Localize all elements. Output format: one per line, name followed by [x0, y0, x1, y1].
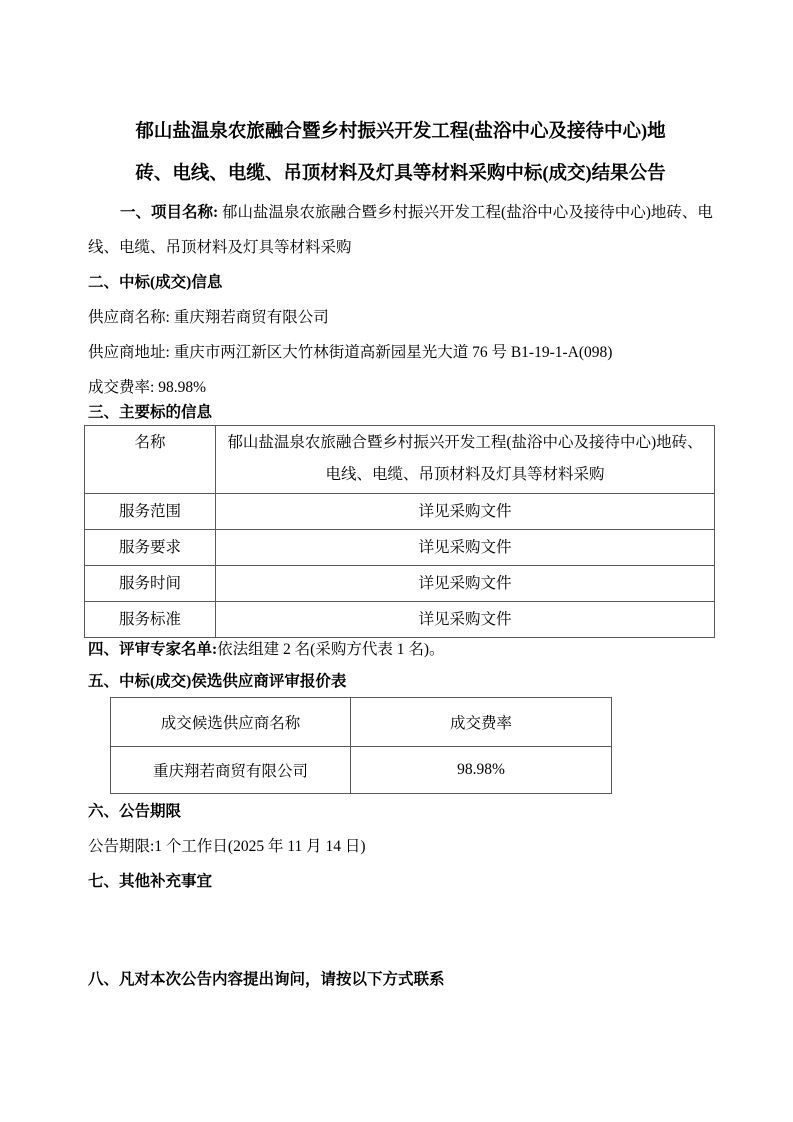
supplier-name-line — [88, 300, 713, 335]
project-name-label: 一、项目名称: — [120, 204, 223, 221]
page-title-line1: 郁山盐温泉农旅融合暨乡村振兴开发工程(盐浴中心及接待中心)地 — [135, 122, 666, 142]
candidate-name-header-cell: 成交候选供应商名称 — [111, 698, 351, 747]
deal-rate-value: 98.98% — [158, 379, 206, 396]
supplier-name-label: 供应商名称: — [88, 309, 174, 326]
page-title-line2: 砖、电线、电缆、吊顶材料及灯具等材料采购中标(成交)结果公告 — [135, 164, 666, 184]
main-subject-table — [84, 425, 715, 638]
service-scope-value-cell: 详见采购文件 — [216, 494, 715, 530]
notice-period-line: 公告期限:1 个工作日(2025 年 11 月 14 日) — [88, 838, 366, 855]
service-time-value-cell: 详见采购文件 — [216, 566, 715, 602]
expert-list-label: 四、评审专家名单: — [88, 641, 218, 658]
table-row — [111, 747, 612, 794]
service-standard-value-cell: 详见采购文件 — [216, 602, 715, 638]
service-time-label-cell: 服务时间 — [85, 566, 216, 602]
deal-rate-header-cell: 成交费率 — [351, 698, 612, 747]
expert-list-line — [88, 632, 713, 667]
table-row — [85, 426, 715, 494]
service-requirement-value-cell: 详见采购文件 — [216, 530, 715, 566]
section-heading-contact: 八、凡对本次公告内容提出询问，请按以下方式联系 — [88, 971, 445, 988]
section-heading-main-subject: 三、主要标的信息 — [88, 404, 213, 421]
candidate-rate-cell: 98.98% — [351, 747, 612, 794]
section-heading-candidate-quote: 五、中标(成交)侯选供应商评审报价表 — [88, 673, 347, 690]
service-scope-label-cell: 服务范围 — [85, 494, 216, 530]
service-requirement-label-cell: 服务要求 — [85, 530, 216, 566]
service-standard-label-cell: 服务标准 — [85, 602, 216, 638]
table-row — [85, 494, 715, 530]
supplier-address-value: 重庆市两江新区大竹林街道高新园星光大道 76 号 B1-19-1-A(098) — [173, 344, 613, 361]
project-name-text: 郁山盐温泉农旅融合暨乡村振兴开发工程(盐浴中心及接待中心)地砖、电线、电缆、吊顶材料及灯具等材料采购 — [88, 204, 713, 256]
table-row — [85, 530, 715, 566]
candidate-quote-table — [110, 697, 612, 794]
supplier-address-label: 供应商地址: — [88, 344, 174, 361]
page-title — [88, 111, 713, 195]
table-row — [85, 566, 715, 602]
subject-name-label-cell: 名称 — [85, 426, 216, 494]
candidate-name-cell: 重庆翔若商贸有限公司 — [111, 747, 351, 794]
expert-list-text: 依法组建 2 名(采购方代表 1 名)。 — [217, 641, 445, 658]
section-heading-award-info: 二、中标(成交)信息 — [88, 274, 223, 291]
deal-rate-line — [88, 370, 713, 405]
section-heading-notice-period: 六、公告期限 — [88, 803, 182, 820]
section-heading-other-matters: 七、其他补充事宜 — [88, 873, 213, 890]
supplier-name-value: 重庆翔若商贸有限公司 — [173, 309, 329, 326]
project-name-paragraph — [88, 195, 713, 265]
subject-name-value-cell: 郁山盐温泉农旅融合暨乡村振兴开发工程(盐浴中心及接待中心)地砖、电线、电缆、吊顶材料及灯具等材料采购 — [216, 426, 715, 494]
supplier-address-line — [88, 335, 713, 370]
table-header-row — [111, 698, 612, 747]
deal-rate-label: 成交费率: — [88, 379, 159, 396]
